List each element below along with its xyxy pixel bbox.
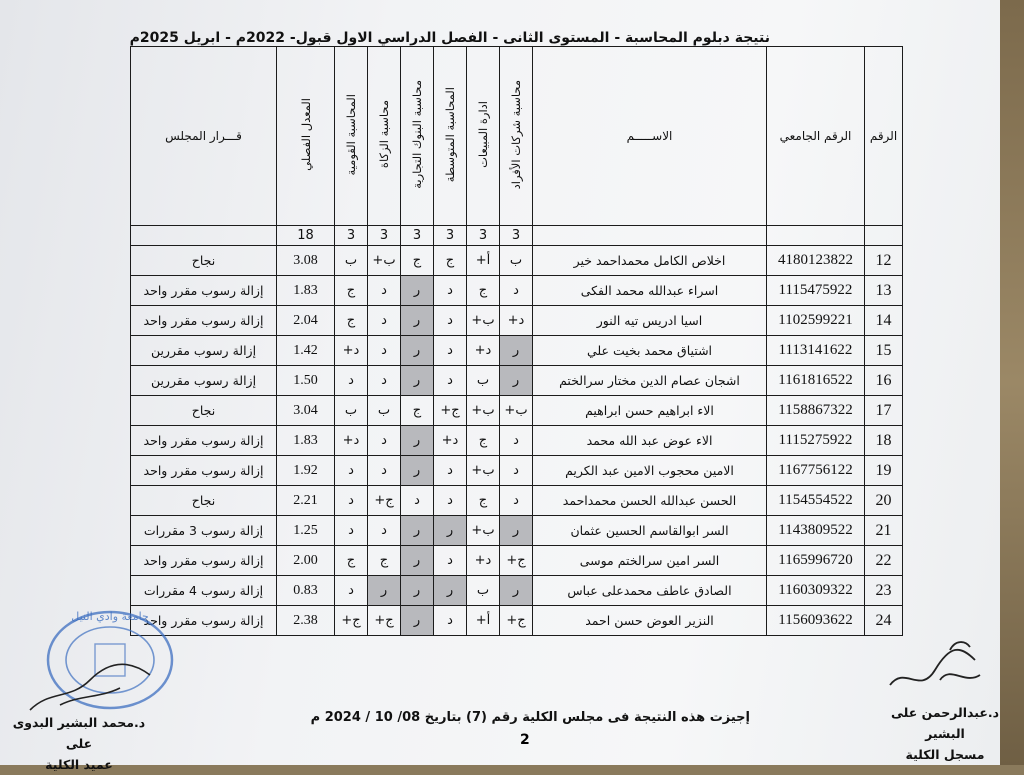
grade-cell: د: [434, 336, 467, 366]
svg-text:جامعة وادي النيل: جامعة وادي النيل: [71, 610, 149, 623]
semester-gpa: 1.50: [277, 366, 335, 396]
grade-cell: ج: [467, 486, 500, 516]
table-row: [131, 246, 903, 276]
student-name: اسيا ادريس تيه النور: [533, 306, 767, 336]
table-row: [131, 546, 903, 576]
grade-cell: ر: [401, 576, 434, 606]
council-decision: إزالة رسوب 4 مقررات: [131, 576, 277, 606]
row-number: 22: [865, 546, 903, 576]
grade-cell: د+: [335, 336, 368, 366]
registrar-signature: [880, 625, 990, 705]
credit-hours: 3: [500, 226, 533, 246]
grade-cell: د: [434, 546, 467, 576]
grade-cell: ج: [434, 246, 467, 276]
table-row: [131, 396, 903, 426]
semester-gpa: 1.42: [277, 336, 335, 366]
document-title: نتيجة دبلوم المحاسبة - المستوى الثانى - الفصل الدراسي الاول قبول- 2022م - ابريل 2025م: [129, 30, 770, 46]
grade-cell: ر: [500, 366, 533, 396]
header-course-2: ادارة المبيعات: [467, 47, 500, 226]
student-name: اسراء عبدالله محمد الفكى: [533, 276, 767, 306]
header-course-3: المحاسبة المتوسطة: [434, 47, 467, 226]
student-name: الصادق عاطف محمدعلى عباس: [533, 576, 767, 606]
council-decision: نجاح: [131, 246, 277, 276]
credits-row: [131, 226, 903, 246]
dean-name: د.محمد البشير البدوى على: [12, 715, 146, 751]
student-id: 1165996720: [767, 546, 865, 576]
student-id: 1161816522: [767, 366, 865, 396]
grade-cell: د: [335, 516, 368, 546]
student-name: السر امين سرالختم موسى: [533, 546, 767, 576]
student-id: 1156093622: [767, 606, 865, 636]
grade-cell: ب+: [368, 246, 401, 276]
grade-cell: ب+: [467, 456, 500, 486]
student-name: اخلاص الكامل محمداحمد خير: [533, 246, 767, 276]
grade-cell: ب+: [500, 396, 533, 426]
grade-cell: ج+: [335, 606, 368, 636]
grade-cell: د+: [335, 426, 368, 456]
row-number: 13: [865, 276, 903, 306]
dean-signature: [20, 640, 160, 720]
grade-cell: د: [335, 366, 368, 396]
student-name: الاء عوض عبد الله محمد: [533, 426, 767, 456]
student-name: اشتياق محمد بخيت علي: [533, 336, 767, 366]
header-number: الرقم: [865, 47, 903, 226]
header-course-1: محاسبة شركات الأفراد: [500, 47, 533, 226]
credit-hours: 3: [401, 226, 434, 246]
student-name: النزير العوض حسن احمد: [533, 606, 767, 636]
table-row: [131, 426, 903, 456]
student-name: الحسن عبدالله الحسن محمداحمد: [533, 486, 767, 516]
grade-cell: د: [368, 306, 401, 336]
grade-cell: ب+: [467, 306, 500, 336]
grade-cell: د: [368, 336, 401, 366]
council-decision: إزالة رسوب مقررين: [131, 366, 277, 396]
student-id: 1154554522: [767, 486, 865, 516]
student-id: 1158867322: [767, 396, 865, 426]
grade-cell: ر: [434, 516, 467, 546]
grade-cell: د: [335, 456, 368, 486]
student-id: 1143809522: [767, 516, 865, 546]
semester-gpa: 3.04: [277, 396, 335, 426]
student-id: 1115475922: [767, 276, 865, 306]
table-row: [131, 486, 903, 516]
approval-note: إجيزت هذه النتيجة فى مجلس الكلية رقم (7) بتاريخ 08/ 10 / 2024 م: [310, 710, 750, 725]
semester-gpa: 2.04: [277, 306, 335, 336]
semester-gpa: 2.21: [277, 486, 335, 516]
grade-cell: د+: [467, 336, 500, 366]
student-id: 1102599221: [767, 306, 865, 336]
grade-cell: ب: [335, 246, 368, 276]
row-number: 14: [865, 306, 903, 336]
grade-cell: أ+: [467, 606, 500, 636]
grade-cell: ب: [500, 246, 533, 276]
table-row: [131, 306, 903, 336]
header-course-4: محاسبة البنوك التجارية: [401, 47, 434, 226]
row-number: 24: [865, 606, 903, 636]
grade-cell: ر: [368, 576, 401, 606]
grade-cell: ر: [401, 456, 434, 486]
grade-cell: ب+: [467, 396, 500, 426]
council-decision: إزالة رسوب مقرر واحد: [131, 306, 277, 336]
grade-cell: ر: [401, 516, 434, 546]
grade-cell: ر: [401, 366, 434, 396]
grade-cell: د+: [467, 546, 500, 576]
credit-hours: 3: [335, 226, 368, 246]
registrar-name: د.عبدالرحمن على البشير: [890, 705, 1000, 741]
student-id: 1167756122: [767, 456, 865, 486]
grade-cell: ر: [401, 546, 434, 576]
grade-cell: د: [368, 366, 401, 396]
grade-cell: د: [500, 456, 533, 486]
row-number: 20: [865, 486, 903, 516]
grade-cell: ب: [467, 576, 500, 606]
council-decision: إزالة رسوب مقرر واحد: [131, 276, 277, 306]
results-table: [130, 46, 903, 636]
semester-gpa: 2.38: [277, 606, 335, 636]
council-decision: إزالة رسوب مقرر واحد: [131, 426, 277, 456]
registrar-role: مسجل الكلية: [905, 747, 985, 762]
grade-cell: د: [500, 486, 533, 516]
grade-cell: د: [368, 426, 401, 456]
row-number: 16: [865, 366, 903, 396]
semester-gpa: 1.25: [277, 516, 335, 546]
grade-cell: ج+: [368, 486, 401, 516]
semester-gpa: 1.92: [277, 456, 335, 486]
header-name: الاســـــم: [533, 47, 767, 226]
row-number: 17: [865, 396, 903, 426]
dean-block: [4, 712, 154, 775]
council-decision: نجاح: [131, 396, 277, 426]
credit-hours: 3: [368, 226, 401, 246]
council-decision: نجاح: [131, 486, 277, 516]
credit-hours: 3: [467, 226, 500, 246]
grade-cell: د: [368, 276, 401, 306]
grade-cell: ج: [335, 306, 368, 336]
student-id: 1160309322: [767, 576, 865, 606]
student-name: اشجان عصام الدين مختار سرالختم: [533, 366, 767, 396]
total-credits: 18: [277, 226, 335, 246]
grade-cell: د: [368, 516, 401, 546]
grade-cell: ر: [500, 516, 533, 546]
grade-cell: د: [368, 456, 401, 486]
grade-cell: ج+: [500, 606, 533, 636]
grade-cell: ج: [335, 276, 368, 306]
grade-cell: د+: [434, 426, 467, 456]
student-name: الامين محجوب الامين عبد الكريم: [533, 456, 767, 486]
table-row: [131, 366, 903, 396]
page-number: 2: [520, 732, 530, 748]
grade-cell: د: [434, 306, 467, 336]
header-student-id: الرقم الجامعي: [767, 47, 865, 226]
grade-cell: د: [335, 576, 368, 606]
council-decision: إزالة رسوب مقرر واحد: [131, 456, 277, 486]
grade-cell: ر: [401, 336, 434, 366]
grade-cell: ب: [335, 396, 368, 426]
student-id: 1115275922: [767, 426, 865, 456]
council-decision: إزالة رسوب مقرر واحد: [131, 606, 277, 636]
grade-cell: د: [434, 486, 467, 516]
grade-cell: ج: [401, 246, 434, 276]
student-name: الاء ابراهيم حسن ابراهيم: [533, 396, 767, 426]
grade-cell: ج+: [434, 396, 467, 426]
grade-cell: د+: [500, 306, 533, 336]
semester-gpa: 0.83: [277, 576, 335, 606]
table-row: [131, 456, 903, 486]
row-number: 21: [865, 516, 903, 546]
row-number: 18: [865, 426, 903, 456]
grade-cell: ر: [401, 606, 434, 636]
row-number: 15: [865, 336, 903, 366]
grade-cell: ج+: [368, 606, 401, 636]
credit-hours: 3: [434, 226, 467, 246]
grade-cell: د: [434, 276, 467, 306]
grade-cell: د: [434, 366, 467, 396]
row-number: 12: [865, 246, 903, 276]
grade-cell: ر: [500, 576, 533, 606]
semester-gpa: 2.00: [277, 546, 335, 576]
grade-cell: ج: [335, 546, 368, 576]
student-id: 1113141622: [767, 336, 865, 366]
grade-cell: د: [500, 276, 533, 306]
grade-cell: ر: [434, 576, 467, 606]
header-course-6: المحاسبة القومية: [335, 47, 368, 226]
table-row: [131, 576, 903, 606]
grade-cell: ج: [401, 396, 434, 426]
header-row: [131, 47, 903, 226]
grade-cell: أ+: [467, 246, 500, 276]
grade-cell: ر: [401, 426, 434, 456]
table-row: [131, 516, 903, 546]
grade-cell: ج: [368, 546, 401, 576]
table-row: [131, 276, 903, 306]
grade-cell: ج+: [500, 546, 533, 576]
student-id: 4180123822: [767, 246, 865, 276]
desk-background: [1000, 0, 1024, 765]
semester-gpa: 1.83: [277, 426, 335, 456]
grade-cell: ج: [467, 426, 500, 456]
semester-gpa: 3.08: [277, 246, 335, 276]
grade-cell: ب+: [467, 516, 500, 546]
row-number: 23: [865, 576, 903, 606]
grade-cell: د: [335, 486, 368, 516]
header-gpa: المعدل الفصلي: [277, 47, 335, 226]
grade-cell: د: [401, 486, 434, 516]
dean-role: عميد الكلية: [45, 757, 113, 772]
grade-cell: ب: [467, 366, 500, 396]
grade-cell: ج: [467, 276, 500, 306]
grade-cell: ر: [500, 336, 533, 366]
header-decision: قـــرار المجلس: [131, 47, 277, 226]
grade-cell: د: [500, 426, 533, 456]
row-number: 19: [865, 456, 903, 486]
council-decision: إزالة رسوب 3 مقررات: [131, 516, 277, 546]
council-decision: إزالة رسوب مقرر واحد: [131, 546, 277, 576]
table-row: [131, 606, 903, 636]
header-course-5: محاسبة الزكاة: [368, 47, 401, 226]
grade-cell: ر: [401, 276, 434, 306]
grade-cell: ر: [401, 306, 434, 336]
grade-cell: ب: [368, 396, 401, 426]
table-row: [131, 336, 903, 366]
council-decision: إزالة رسوب مقررين: [131, 336, 277, 366]
semester-gpa: 1.83: [277, 276, 335, 306]
registrar-block: [880, 702, 1010, 765]
grade-cell: د: [434, 456, 467, 486]
student-name: السر ابوالقاسم الحسين عثمان: [533, 516, 767, 546]
grade-cell: د: [434, 606, 467, 636]
